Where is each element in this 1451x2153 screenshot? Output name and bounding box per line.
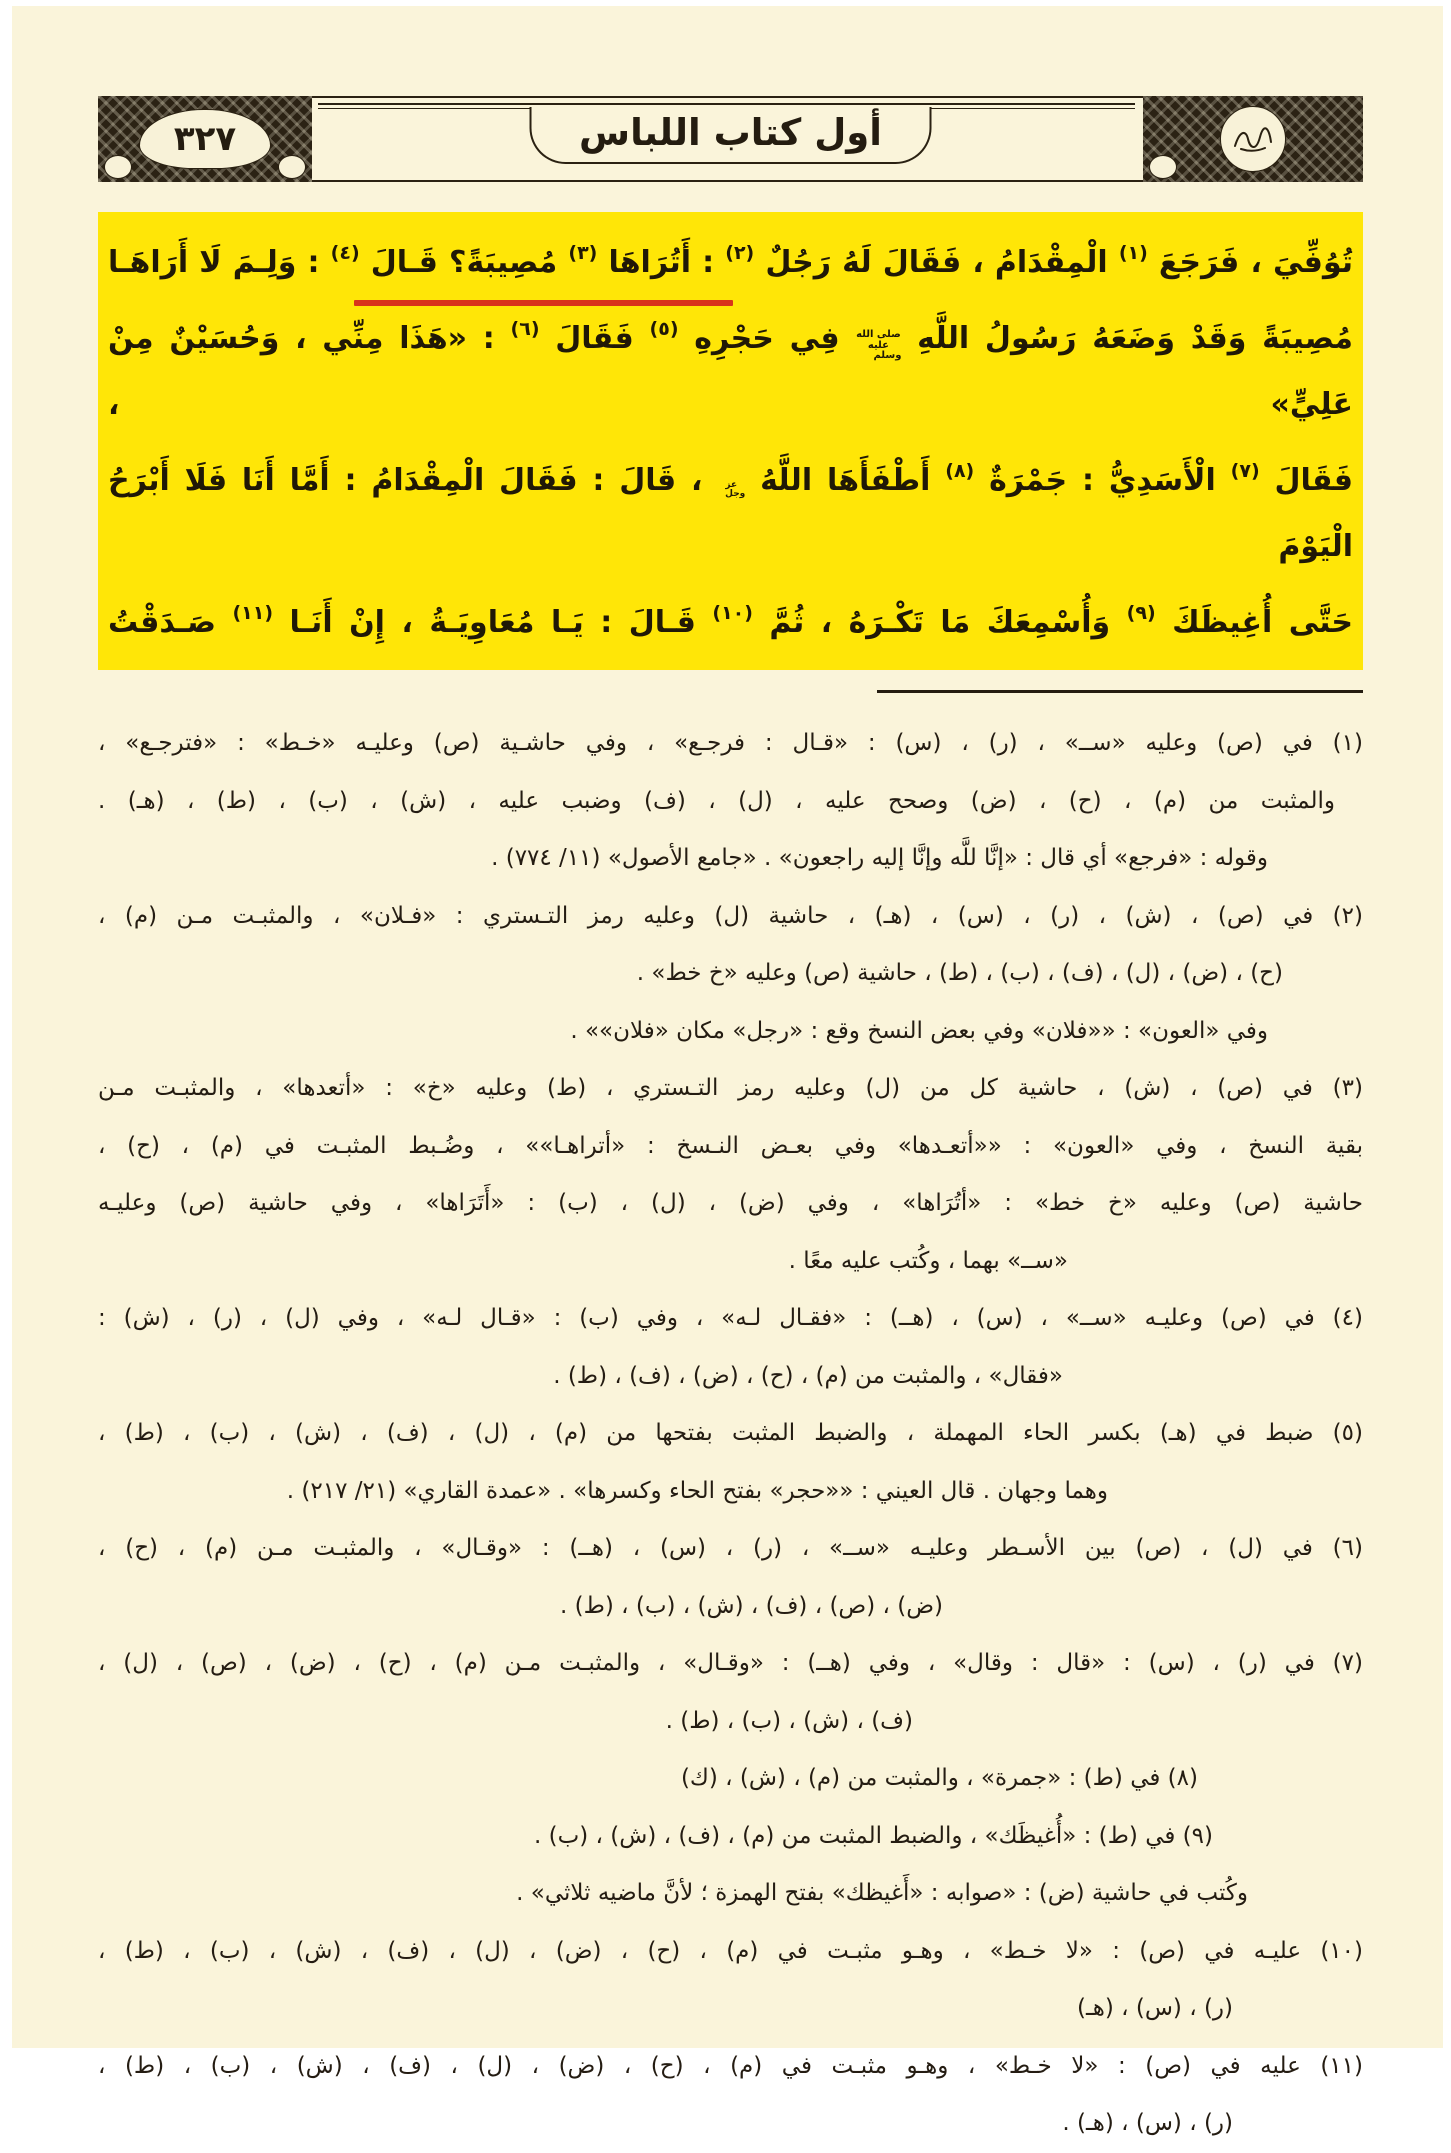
footnote-1-line-3: وقوله : «فرجع» أي قال : «إنَّا للَّه وإنَّا إليه راجعون» . «جامع الأصول» (١١/ ٧٧٤) . bbox=[98, 830, 1363, 888]
footnote-marker: (٣) bbox=[568, 242, 597, 264]
footnote-7-line-2: (ف) ، (ش) ، (ب) ، (ط) . bbox=[98, 1693, 1363, 1751]
matn-text: حَتَّى أُغِيظَكَ bbox=[1156, 605, 1353, 640]
matn-text: الْأَسَدِيُّ : جَمْرَةٌ bbox=[974, 463, 1230, 498]
footnote-marker: (١) bbox=[1119, 242, 1148, 264]
matn-text: : «هَذَا مِنِّي ، وَحُسَيْنٌ مِنْ عَلِيٍّ» ، bbox=[108, 321, 1353, 422]
calligraphic-seal-icon bbox=[1231, 122, 1275, 156]
ornament-circle bbox=[278, 155, 306, 179]
matn-line bbox=[108, 580, 1353, 656]
matn-text: فَقَالَ bbox=[1260, 463, 1353, 498]
matn-text: فَقَالَ bbox=[540, 321, 650, 356]
page-number: ٣٢٧ bbox=[174, 119, 236, 159]
footnote-3-line-4: «ســ» بهما ، وكُتب عليه معًا . bbox=[98, 1233, 1363, 1291]
footnote-marker: (٩) bbox=[1127, 602, 1156, 624]
footnotes-section bbox=[98, 715, 1363, 2153]
footnote-marker: (٥) bbox=[650, 318, 679, 340]
matn-text: صَـدَقْتُ bbox=[108, 605, 232, 640]
highlighted-hadith-block bbox=[98, 212, 1363, 670]
matn-text: مُصِيبَةً وَقَدْ وَضَعَهُ رَسُولُ اللَّهِ bbox=[901, 321, 1353, 356]
footnote-10-line-1: (١٠) عليـه في (ص) : «لا خـط» ، وهـو مثبـت في (م) ، (ح) ، (ض) ، (ل) ، (ف) ، (ش) ، (ب) ، (ط) ، bbox=[98, 1923, 1363, 1981]
footnote-2-line-3: وفي «العون» : ««فلان» وفي بعض النسخ وقع : «رجل» مكان «فلان»» . bbox=[98, 1003, 1363, 1061]
footnote-9-line-2: وكُتب في حاشية (ض) : «صوابه : «أَغيظك» بفتح الهمزة ؛ لأنَّ ماضيه ثلاثي» . bbox=[98, 1865, 1363, 1923]
footnote-4-line-1: (٤) في (ص) وعليـه «ســ» ، (س) ، (هــ) : «فقـال لـه» ، وفي (ب) : «قـال لـه» ، وفي (ل) ، (ر) ، (ش) : bbox=[98, 1290, 1363, 1348]
matn-text: فِي حَجْرِهِ bbox=[679, 321, 856, 356]
footnote-3-line-2: بقية النسخ ، وفي «العون» : ««أتعـدها» وفي بعـض النـسخ : «أتراهـا»» ، وضُـبط المثبـت في (م) ، (ح) ، bbox=[98, 1118, 1363, 1176]
salawat-ligature: صلى الله عليه وسلم bbox=[855, 330, 901, 362]
header-left-ornament bbox=[98, 96, 312, 182]
footnote-8-line-1: (٨) في (ط) : «جمرة» ، والمثبت من (م) ، (ش) ، (ك) bbox=[98, 1750, 1363, 1808]
azzawajal-ligature: عز وجل bbox=[717, 481, 745, 500]
page-content bbox=[98, 96, 1363, 2153]
matn-text: : وَلِـمَ لَا أَرَاهَـا bbox=[108, 245, 331, 280]
matn-text: الْمِقْدَامُ ، فَقَالَ لَهُ رَجُلٌ bbox=[754, 245, 1119, 280]
page-number-cartouche bbox=[139, 109, 271, 169]
footnote-separator bbox=[877, 690, 1363, 693]
author-seal bbox=[1220, 106, 1286, 172]
book-title-cartouche bbox=[529, 107, 932, 164]
matn-line bbox=[108, 220, 1353, 296]
footnote-3-line-1: (٣) في (ص) ، (ش) ، حاشية كل من (ل) وعليه رمز التـستري ، (ط) وعليه «خ» : «أتعدها» ، والمثبـت مـن bbox=[98, 1060, 1363, 1118]
footnote-marker: (٦) bbox=[511, 318, 540, 340]
footnote-5-line-2: وهما وجهان . قال العيني : ««حجر» بفتح الحاء وكسرها» . «عمدة القاري» (٢١/ ٢١٧) . bbox=[98, 1463, 1363, 1521]
ornament-circle bbox=[104, 155, 132, 179]
red-underline-annotation bbox=[354, 300, 734, 306]
footnote-marker: (٨) bbox=[945, 460, 974, 482]
footnote-1-line-1: (١) في (ص) وعليه «ســ» ، (ر) ، (س) : «قـال : فرجـع» ، وفي حاشـية (ص) وعليـه «خـط» : «فترجـع» ، bbox=[98, 715, 1363, 773]
book-page bbox=[12, 6, 1443, 2048]
book-title: أول كتاب اللباس bbox=[579, 111, 882, 154]
footnote-5-line-1: (٥) ضبط في (هـ) بكسر الحاء المهملة ، والضبط المثبت بفتحها من (م) ، (ل) ، (ف) ، (ش) ، (ب) ، (ط) ، bbox=[98, 1405, 1363, 1463]
footnote-marker: (١٠) bbox=[712, 602, 753, 624]
footnote-9-line-1: (٩) في (ط) : «أُغيظَك» ، والضبط المثبت من (م) ، (ف) ، (ش) ، (ب) . bbox=[98, 1808, 1363, 1866]
footnote-marker: (٢) bbox=[725, 242, 754, 264]
matn-line bbox=[108, 296, 1353, 438]
footnote-2-line-1: (٢) في (ص) ، (ش) ، (ر) ، (س) ، (هـ) ، حاشية (ل) وعليه رمز التـستري : «فـلان» ، والمثبـت مـن (م) ، bbox=[98, 888, 1363, 946]
footnote-11-line-2: (ر) ، (س) ، (هـ) . bbox=[98, 2095, 1363, 2153]
footnote-6-line-2: (ض) ، (ص) ، (ف) ، (ش) ، (ب) ، (ط) . bbox=[98, 1578, 1363, 1636]
footnote-4-line-2: «فقال» ، والمثبت من (م) ، (ح) ، (ض) ، (ف) ، (ط) . bbox=[98, 1348, 1363, 1406]
footnote-3-line-3: حاشية (ص) وعليه «خ خط» : «أتُرَاها» ، وفي (ض) ، (ل) ، (ب) : «أَتَرَاها» ، وفي حاشية (ص) وعليـه bbox=[98, 1175, 1363, 1233]
footnote-11-line-1: (١١) عليه في (ص) : «لا خـط» ، وهـو مثبـت في (م) ، (ح) ، (ض) ، (ل) ، (ف) ، (ش) ، (ب) ، (ط) ، bbox=[98, 2038, 1363, 2096]
footnote-10-line-2: (ر) ، (س) ، (هـ) bbox=[98, 1980, 1363, 2038]
footnote-1-line-2: والمثبت من (م) ، (ح) ، (ض) وصحح عليه ، (ل) ، (ف) وضبب عليه ، (ش) ، (ب) ، (ط) ، (هـ) . bbox=[98, 773, 1363, 831]
matn-text: تُوُفِّيَ ، فَرَجَعَ bbox=[1148, 245, 1353, 280]
matn-line bbox=[108, 438, 1353, 580]
matn-text: : أَتُرَاهَا bbox=[597, 245, 725, 280]
matn-text: أَطْفَأَهَا اللَّهُ bbox=[745, 463, 945, 498]
ornament-circle bbox=[1149, 155, 1177, 179]
matn-text: قَـالَ : يَـا مُعَاوِيَـةُ ، إِنْ أَنَـا bbox=[273, 605, 712, 640]
footnote-6-line-1: (٦) في (ل) ، (ص) بين الأسـطر وعليـه «ســ» ، (ر) ، (س) ، (هــ) : «وقـال» ، والمثبـت مـن (م) ، (ح) ، bbox=[98, 1520, 1363, 1578]
footnote-marker: (١١) bbox=[232, 602, 273, 624]
matn-text: وَأُسْمِعَكَ مَا تَكْـرَهُ ، ثُمَّ bbox=[753, 605, 1127, 640]
page-header-band bbox=[98, 96, 1363, 182]
header-right-ornament bbox=[1143, 96, 1363, 182]
footnote-7-line-1: (٧) في (ر) ، (س) : «قال : وقال» ، وفي (هــ) : «وقـال» ، والمثبـت مـن (م) ، (ح) ، (ض) ، (ص) ، (ل) ، bbox=[98, 1635, 1363, 1693]
footnote-marker: (٧) bbox=[1231, 460, 1260, 482]
matn-text: مُصِيبَةً؟ قَـالَ bbox=[360, 245, 569, 280]
footnote-2-line-2: (ح) ، (ض) ، (ل) ، (ف) ، (ب) ، (ط) ، حاشية (ص) وعليه «خ خط» . bbox=[98, 945, 1363, 1003]
matn-text: ، قَالَ : فَقَالَ الْمِقْدَامُ : أَمَّا أَنَا فَلَا أَبْرَحُ الْيَوْمَ bbox=[108, 463, 1353, 564]
footnote-marker: (٤) bbox=[331, 242, 360, 264]
